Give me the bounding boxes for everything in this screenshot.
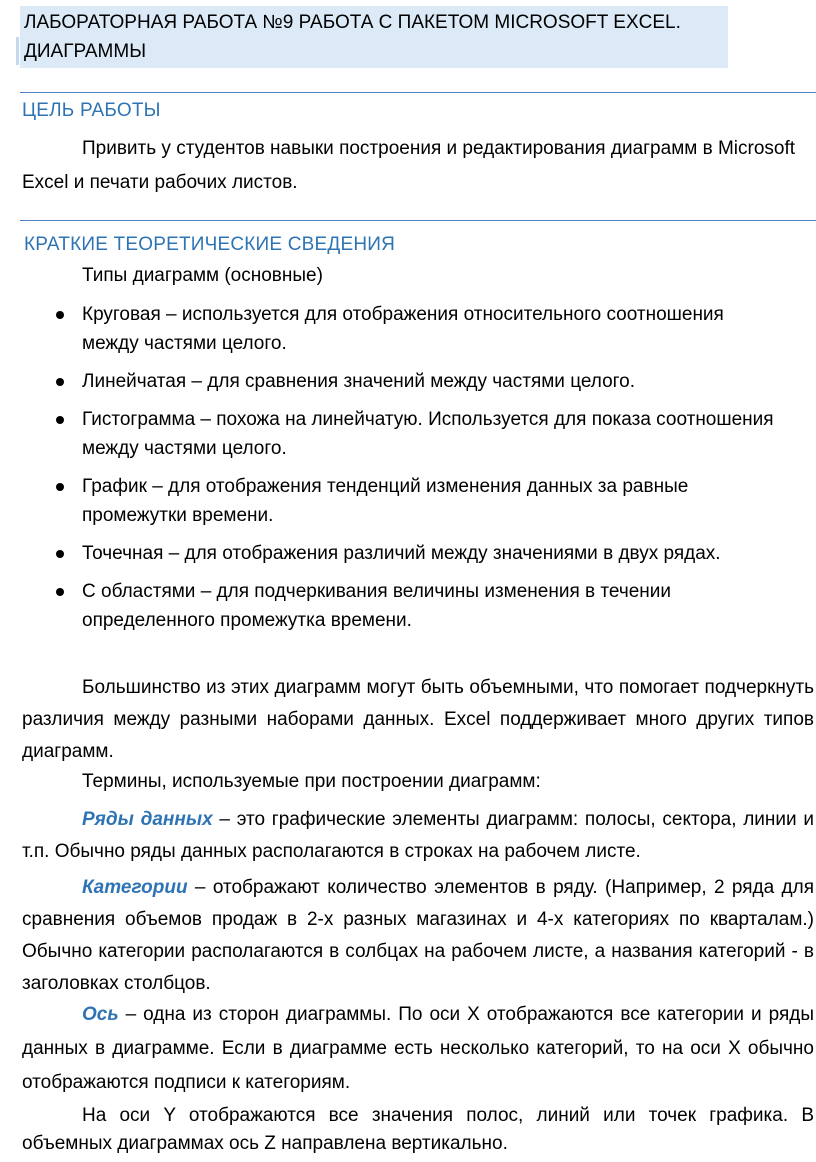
term-axis: Ось — [82, 1004, 119, 1025]
terms-intro: Термины, используемые при построении диаграмм: — [82, 771, 541, 792]
list-item: Гистограмма – похожа на линейчатую. Используется для показа соотношения между частями целого. — [22, 405, 782, 463]
term-categories-text: – отображают количество элементов в ряду. (Например, 2 ряда для сравнения объемов продаж в 2-х разных магазинах и 4-х категориях по кварталам.) Обычно категории располагаются в солбцах на рабочем листе, а названия категорий - в заголовках столбцов. — [22, 877, 814, 994]
document-title — [20, 6, 728, 68]
term-axis-paragraph — [22, 998, 814, 1100]
list-item: Точечная – для отображения различий между значениями в двух рядах. — [22, 539, 782, 568]
volume-paragraph: Большинство из этих диаграмм могут быть объемными, что помогает подчеркнуть различия между разными наборами данных. Excel поддерживает много других типов диаграмм. — [22, 677, 814, 762]
term-series: Ряды данных — [82, 809, 213, 830]
title-line-2: ДИАГРАММЫ — [24, 41, 147, 62]
bullet-icon — [56, 311, 64, 319]
section-divider — [20, 92, 816, 93]
types-intro: Типы диаграмм (основные) — [82, 265, 323, 286]
bullet-icon — [56, 378, 64, 386]
term-series-text: – это графические элементы диаграмм: полосы, сектора, линии и т.п. Обычно ряды данных располагаются в строках на рабочем листе. — [22, 809, 815, 862]
bullet-icon — [56, 416, 64, 424]
list-item: График – для отображения тенденций изменения данных за равные промежутки времени. — [22, 472, 782, 530]
text-cursor — [16, 37, 19, 65]
chart-types-list — [22, 300, 782, 644]
list-item: С областями – для подчеркивания величины изменения в течении определенного промежутка времени. — [22, 577, 782, 635]
goal-text: Привить у студентов навыки построения и редактирования диаграмм в Microsoft Excel и печати рабочих листов. — [22, 138, 796, 193]
list-item: Круговая – используется для отображения относительного соотношения между частями целого. — [22, 300, 782, 358]
bullet-icon — [56, 588, 64, 596]
theory-heading: КРАТКИЕ ТЕОРЕТИЧЕСКИЕ СВЕДЕНИЯ — [24, 234, 396, 255]
term-series-paragraph — [22, 804, 814, 868]
bullet-icon — [56, 483, 64, 491]
section-divider — [20, 220, 816, 221]
axis-y-paragraph: На оси Y отображаются все значения полос, линий или точек графика. В объемных диаграммах ось Z направлена вертикально. — [22, 1105, 814, 1154]
list-item: Линейчатая – для сравнения значений между частями целого. — [22, 367, 782, 396]
term-categories: Категории — [82, 877, 188, 898]
term-categories-paragraph — [22, 872, 814, 1000]
term-axis-text: – одна из сторон диаграммы. По оси X отображаются все категории и ряды данных в диаграмме. Если в диаграмме есть несколько категорий, то на оси X обычно отображаются подписи к категориям. — [22, 1004, 814, 1093]
title-line-1: ЛАБОРАТОРНАЯ РАБОТА №9 РАБОТА С ПАКЕТОМ MICROSOFT EXCEL. — [24, 12, 681, 33]
goal-heading: ЦЕЛЬ РАБОТЫ — [22, 100, 161, 121]
bullet-icon — [56, 550, 64, 558]
